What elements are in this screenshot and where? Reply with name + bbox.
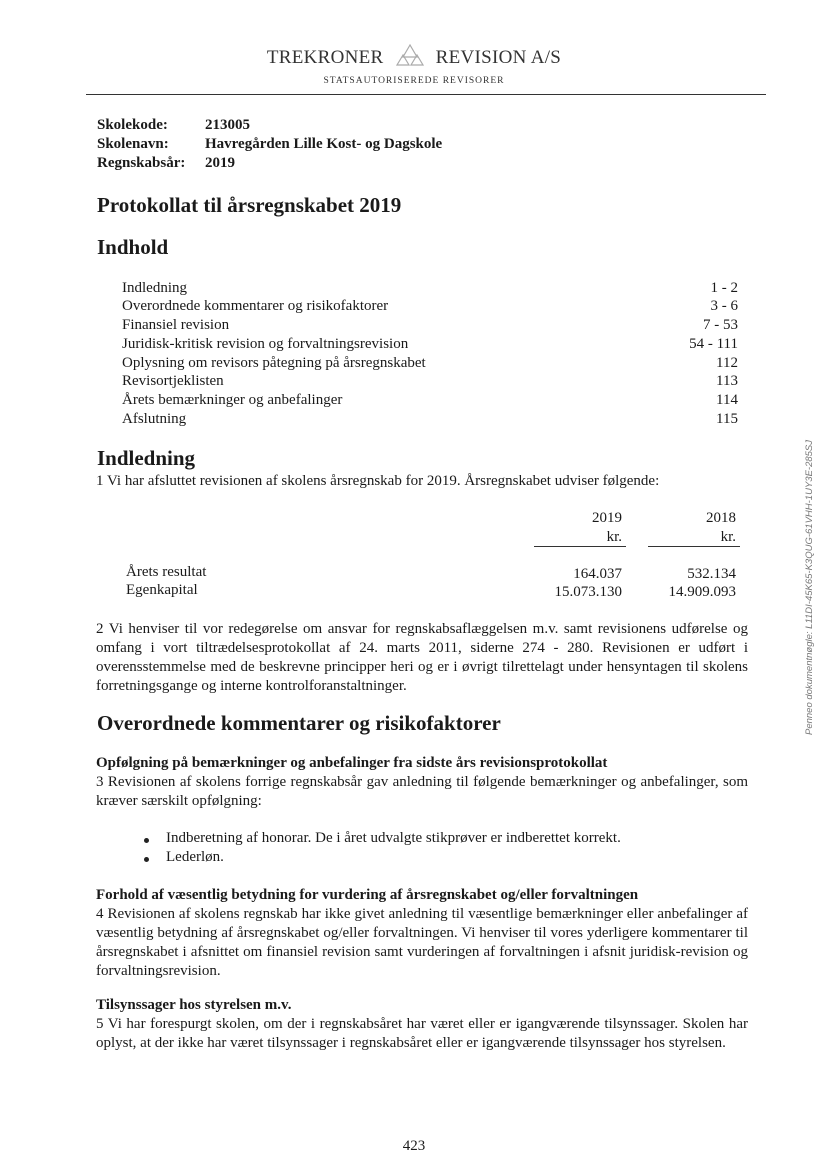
table-row-label: Årets resultat	[126, 564, 207, 580]
toc-item-label: Revisortjeklisten	[122, 373, 224, 389]
toc-item-pages: 1 - 2	[710, 280, 738, 296]
table-row-label: Egenkapital	[126, 582, 198, 598]
material-matters-paragraph: 4 Revisionen af skolens regnskab har ikke givet anledning til væsentlige bemærkninger eller anbefalinger af væsentlig betydning af årsregnskabet og/eller forvaltningen. Vi henviser til vores yderligere kommentarer til årsregnskabet i afsnittet om finansiel revision samt vurderingen af forvaltningen i afsnit juridisk-revision og forvaltningsrevision.	[96, 906, 748, 979]
table-cell: 164.037	[573, 566, 622, 582]
material-matters-subheading: Forhold af væsentlig betydning for vurdering af årsregnskabet og/eller forvaltningen	[96, 887, 639, 903]
fiscal-year-value: 2019	[205, 155, 235, 171]
intro-paragraph-1: 1 Vi har afsluttet revisionen af skolens årsregnskab for 2019. Årsregnskabet udviser følgende:	[96, 473, 660, 489]
followup-subheading: Opfølgning på bemærkninger og anbefalinger fra sidste års revisionsprotokollat	[96, 755, 608, 771]
school-code-value: 213005	[205, 117, 250, 133]
intro-paragraph-2: 2 Vi henviser til vor redegørelse om ansvar for regnskabsaflæggelsen m.v. samt revisionens udførelse og omfang i vort tiltrædelsesprotokollat af 24. marts 2011, siderne 274 - 280. Revisionen er udført i overensstemmelse med de beskrevne principper heri og er i øvrigt tilrettelagt under hensyntagen til skolens forretningsgange og interne kontrolforanstaltninger.	[96, 621, 748, 694]
toc-item-pages: 7 - 53	[703, 317, 738, 333]
signature-key-side-note: Penneo dokumentnøgle: L11DI-45K65-K3QUG-61VHH-1UY3E-285SJ	[804, 439, 815, 735]
supervision-paragraph: 5 Vi har forespurgt skolen, om der i regnskabsåret har været eller er igangværende tilsynssager. Skolen har oplyst, at der ikke har været tilsynssager i regnskabsåret eller er igangværende tilsynssager hos styrelsen.	[96, 1016, 748, 1051]
followup-paragraph: 3 Revisionen af skolens forrige regnskabsår gav anledning til følgende bemærkninger og anbefalinger, som kræver særskilt opfølgning:	[96, 774, 748, 809]
school-name-label: Skolenavn:	[97, 136, 169, 152]
fiscal-year-label: Regnskabsår:	[97, 155, 186, 171]
firm-name-right: REVISION A/S	[435, 47, 562, 68]
document-title: Protokollat til årsregnskabet 2019	[97, 193, 402, 217]
toc-item-pages: 3 - 6	[710, 298, 738, 314]
table-cell: 14.909.093	[668, 584, 736, 600]
crowns-logo-icon	[395, 44, 425, 66]
toc-item	[122, 355, 738, 372]
toc-item-label: Indledning	[122, 280, 187, 296]
toc-item	[122, 392, 738, 409]
toc-item	[122, 411, 738, 428]
table-col-underline	[534, 546, 626, 547]
toc-item-label: Årets bemærkninger og anbefalinger	[122, 392, 343, 408]
bullet-text: Indberetning af honorar. De i året udvalgte stikprøver er indberettet korrekt.	[166, 830, 621, 846]
school-code-label: Skolekode:	[97, 117, 168, 133]
bullet-dot-icon	[144, 838, 149, 843]
school-name-value: Havregården Lille Kost- og Dagskole	[205, 136, 443, 152]
fiscal-year-row	[97, 155, 235, 172]
toc-item-pages: 113	[716, 373, 738, 389]
table-col-2018-year: 2018	[706, 510, 736, 526]
toc-item	[122, 317, 738, 334]
table-col-2019-unit: kr.	[606, 529, 622, 545]
toc-item-pages: 115	[716, 411, 738, 427]
table-cell: 15.073.130	[554, 584, 622, 600]
toc-item	[122, 298, 738, 315]
intro-heading: Indledning	[97, 446, 196, 470]
supervision-subheading: Tilsynssager hos styrelsen m.v.	[96, 997, 292, 1013]
bullet-dot-icon	[144, 857, 149, 862]
overview-heading: Overordnede kommentarer og risikofaktorer	[97, 711, 501, 735]
toc-item-pages: 112	[716, 355, 738, 371]
toc-item	[122, 280, 738, 297]
table-col-2018-unit: kr.	[720, 529, 736, 545]
toc-item-label: Juridisk-kritisk revision og forvaltningsrevision	[122, 336, 409, 352]
toc-item	[122, 373, 738, 390]
firm-name-left: TREKRONER	[266, 47, 384, 68]
page-number: 423	[402, 1138, 426, 1154]
toc-item-label: Finansiel revision	[122, 317, 230, 333]
toc-item-pages: 54 - 111	[689, 336, 738, 352]
toc-item-label: Afslutning	[122, 411, 187, 427]
school-name-row	[97, 136, 442, 153]
letterhead-divider	[86, 94, 766, 95]
bullet-text: Lederløn.	[166, 849, 224, 865]
toc-item-pages: 114	[716, 392, 738, 408]
letterhead-title	[0, 44, 828, 69]
toc-item	[122, 336, 738, 353]
toc-heading: Indhold	[97, 235, 169, 259]
toc-item-label: Oplysning om revisors påtegning på årsregnskabet	[122, 355, 426, 371]
table-cell: 532.134	[687, 566, 736, 582]
table-col-underline	[648, 546, 740, 547]
letterhead-subtitle: STATSAUTORISEREDE REVISORER	[323, 76, 505, 86]
school-code-row	[97, 117, 250, 134]
table-col-2019-year: 2019	[592, 510, 622, 526]
toc-item-label: Overordnede kommentarer og risikofaktorer	[122, 298, 389, 314]
